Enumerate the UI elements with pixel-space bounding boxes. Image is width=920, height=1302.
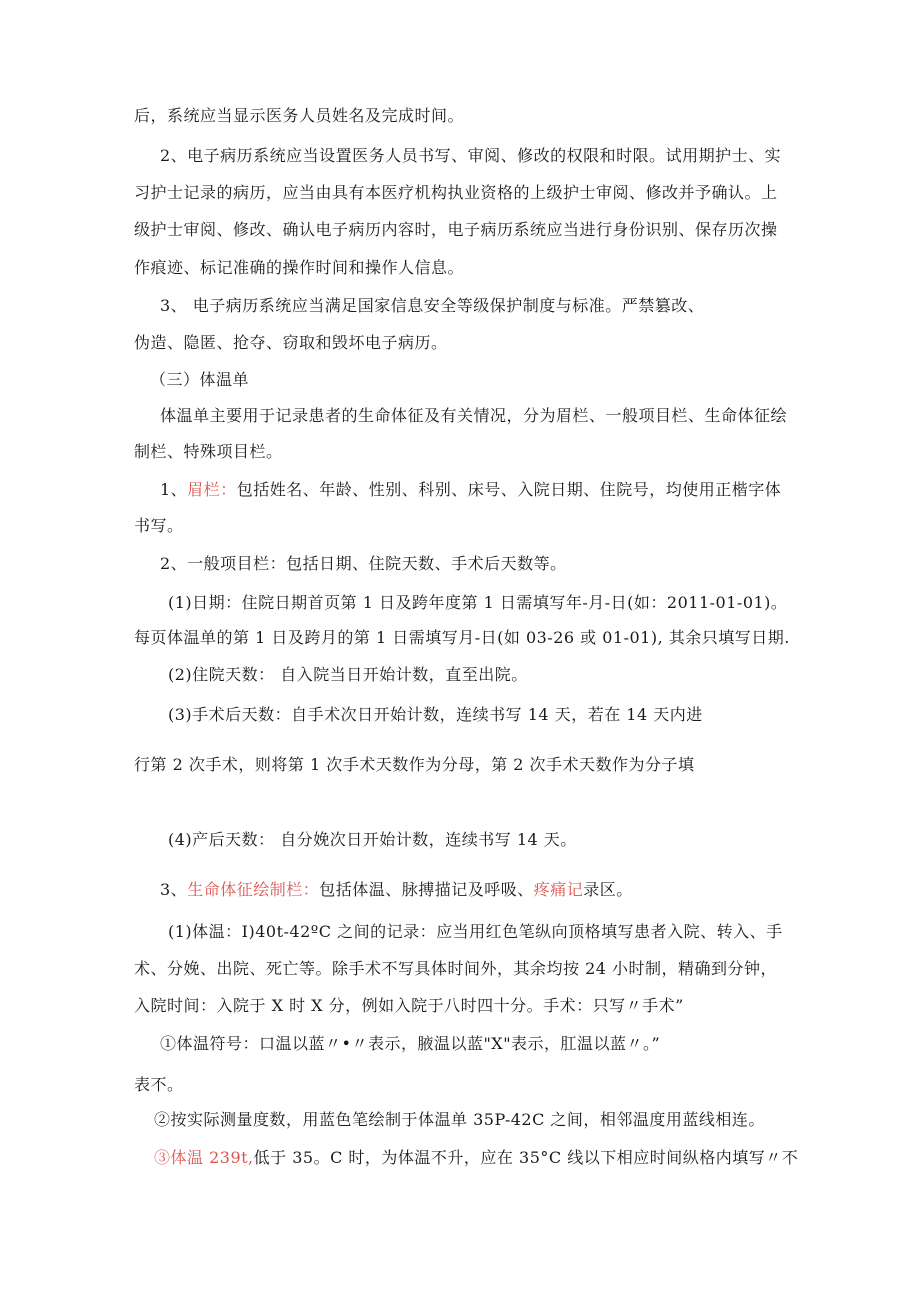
text-segment: 制栏、特殊项目栏。: [134, 442, 283, 461]
section-heading: [150, 370, 249, 390]
text-segment: 作痕迹、标记准确的操作时间和操作人信息。: [134, 258, 465, 277]
text-segment: ①体温符号：口温以蓝〃•〃表示，腋温以蓝"X"表示，肛温以蓝〃。”: [160, 1034, 661, 1053]
text-line: [134, 1075, 184, 1095]
text-segment: 后，系统应当显示医务人员姓名及完成时间。: [134, 106, 465, 125]
text-line: [134, 628, 790, 648]
highlighted-text: ③体温 239t,: [154, 1148, 254, 1167]
highlighted-text: 生命体征绘制栏：: [187, 880, 320, 899]
text-segment: 书写。: [134, 516, 184, 535]
text-line: [134, 220, 778, 240]
text-line: [168, 922, 783, 942]
text-segment: 行第 2 次手术，则将第 1 次手术天数作为分母，第 2 次手术天数作为分子填: [134, 755, 695, 774]
text-segment: 伪造、隐匿、抢夺、窃取和毁坏电子病历。: [134, 333, 448, 352]
text-line: [134, 442, 283, 462]
text-line: [134, 183, 778, 203]
text-segment: 1、: [160, 480, 188, 499]
text-line: [168, 830, 577, 850]
text-segment: (2)住院天数： 自入院当日开始计数，直至出院。: [168, 665, 528, 684]
text-segment: 包括姓名、年龄、性别、科别、床号、入院日期、住院号，均使用正楷字体: [236, 480, 782, 499]
text-segment: 级护士审阅、修改、确认电子病历内容时，电子病历系统应当进行身份识别、保存历次操: [134, 220, 778, 239]
text-line: [160, 554, 567, 574]
text-line: [134, 755, 695, 775]
text-line: [134, 258, 464, 278]
text-line: [134, 333, 448, 353]
text-segment: 包括体温、脉搏描记及呼吸、: [319, 880, 534, 899]
text-line: [160, 480, 781, 500]
text-segment: (4)产后天数： 自分娩次日开始计数，连续书写 14 天。: [168, 830, 577, 849]
text-line: [134, 106, 464, 126]
text-line: [168, 593, 787, 613]
text-line: [160, 880, 633, 900]
text-line: [154, 1148, 798, 1168]
text-segment: 3、 电子病历系统应当满足国家信息安全等级保护制度与标准。严禁篡改、: [160, 296, 705, 315]
text-segment: (3)手术后天数：自手术次日开始计数，连续书写 14 天，若在 14 天内进: [168, 705, 703, 724]
text-line: [160, 146, 781, 166]
text-segment: 体温单主要用于记录患者的生命体征及有关情况，分为眉栏、一般项目栏、生命体征绘: [160, 406, 788, 425]
text-segment: 2、一般项目栏：包括日期、住院天数、手术后天数等。: [160, 554, 567, 573]
text-segment: （三）体温单: [150, 370, 250, 389]
text-segment: 每页体温单的第 1 日及跨月的第 1 日需填写月-日(如 03-26 或 01-01), 其余只填写日期.: [134, 628, 790, 647]
text-line: [134, 959, 777, 979]
text-segment: 低于 35。C 时，为体温不升，应在 35°C 线以下相应时间纵格内填写〃不: [253, 1148, 799, 1167]
text-segment: 习护士记录的病历，应当由具有本医疗机构执业资格的上级护士审阅、修改并予确认。上: [134, 183, 778, 202]
text-segment: 3、: [160, 880, 188, 899]
text-segment: 录区。: [583, 880, 633, 899]
text-line: [160, 406, 787, 426]
text-segment: 术、分娩、出院、死亡等。除手术不写具体时间外，其余均按 24 小时制，精确到分钟，: [134, 959, 778, 978]
text-segment: 表不。: [134, 1075, 184, 1094]
text-line: [134, 996, 684, 1016]
text-segment: (1)体温：I)40t-42ºC 之间的记录：应当用红色笔纵向顶格填写患者入院、转入、手: [168, 922, 783, 941]
text-line: [154, 1110, 765, 1130]
text-line: [160, 1034, 660, 1054]
text-segment: 入院时间：入院于 X 时 X 分，例如入院于八时四十分。手术：只写〃手术”: [134, 996, 684, 1015]
highlighted-text: 眉栏：: [187, 480, 237, 499]
text-segment: 2、电子病历系统应当设置医务人员书写、审阅、修改的权限和时限。试用期护士、实: [160, 146, 782, 165]
highlighted-text: 疼痛记: [533, 880, 584, 899]
text-segment: (1)日期：住院日期首页第 1 日及跨年度第 1 日需填写年-月-日(如：2011-01-01)。: [168, 593, 788, 612]
text-line: [134, 516, 184, 536]
text-segment: ②按实际测量度数，用蓝色笔绘制于体温单 35P-42C 之间，相邻温度用蓝线相连。: [154, 1110, 765, 1129]
text-line: [168, 705, 703, 725]
text-line: [160, 296, 704, 316]
text-line: [168, 665, 528, 685]
